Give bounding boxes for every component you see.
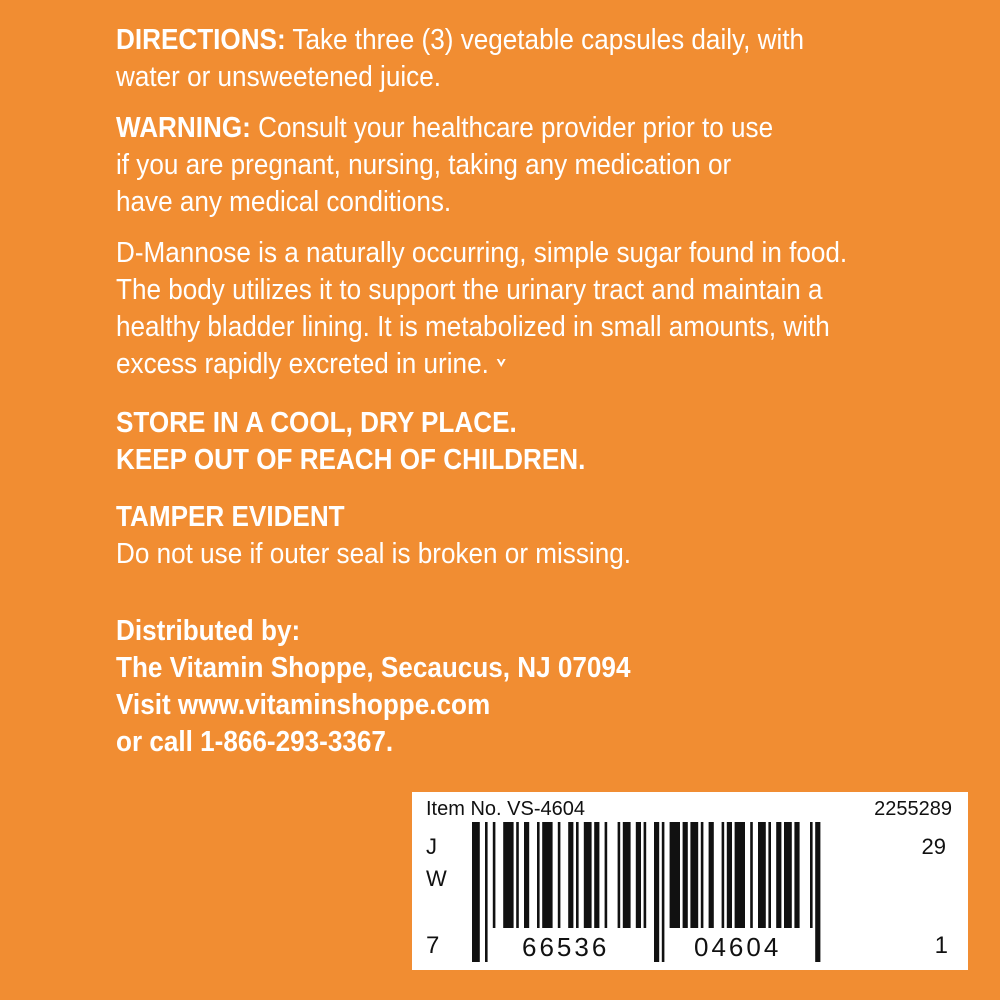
- barcode-bar: [568, 822, 573, 928]
- distributor-line-2: The Vitamin Shoppe, Secaucus, NJ 07094: [116, 652, 631, 684]
- label-panel: [116, 22, 976, 761]
- barcode-bar: [618, 822, 621, 928]
- storage-block: [116, 405, 980, 479]
- barcode-bar: [516, 822, 519, 928]
- barcode-bar: [784, 822, 792, 928]
- distributor-phone: or call 1-866-293-3367.: [116, 726, 394, 758]
- barcode-bar: [768, 822, 771, 928]
- storage-line-1: STORE IN A COOL, DRY PLACE.: [116, 407, 517, 439]
- directions-line-1: Take three (3) vegetable capsules daily, with: [285, 24, 805, 56]
- barcode-side-number: 29: [921, 834, 946, 859]
- barcode-bar: [662, 822, 665, 962]
- tamper-block: [116, 499, 980, 573]
- barcode-bar: [605, 822, 608, 928]
- distributor-website: Visit www.vitaminshoppe.com: [116, 689, 491, 721]
- item-number: Item No. VS-4604: [426, 798, 585, 820]
- distributor-line-1: Distributed by:: [116, 615, 301, 647]
- tamper-text: Do not use if outer seal is broken or missing.: [116, 538, 631, 570]
- warning-line-3: have any medical conditions.: [116, 186, 452, 218]
- barcode-bar: [794, 822, 799, 928]
- barcode-bar: [623, 822, 631, 928]
- description-line-4: excess rapidly excreted in urine.: [116, 348, 489, 380]
- barcode-bar: [485, 822, 488, 962]
- storage-line-2: KEEP OUT OF REACH OF CHILDREN.: [116, 444, 586, 476]
- barcode-bar: [542, 822, 552, 928]
- barcode-bar: [683, 822, 688, 928]
- barcode-bar: [584, 822, 592, 928]
- barcode-bar: [815, 822, 820, 962]
- barcode-bar: [576, 822, 579, 928]
- barcode-bar: [776, 822, 781, 928]
- barcode-bar: [701, 822, 704, 928]
- warning-line-2: if you are pregnant, nursing, taking any medication or: [116, 149, 732, 181]
- barcode-digit-last: 1: [934, 932, 948, 959]
- directions-heading: DIRECTIONS:: [116, 24, 286, 56]
- barcode-bar: [709, 822, 714, 928]
- directions-line-2: water or unsweetened juice.: [116, 61, 441, 93]
- warning-block: [116, 110, 980, 221]
- vegan-chevron-icon: [496, 357, 507, 369]
- barcode-bar: [735, 822, 745, 928]
- barcode-bar: [758, 822, 766, 928]
- barcode-bar: [524, 822, 529, 928]
- barcode-bar: [503, 822, 513, 928]
- description-block: [116, 235, 980, 383]
- description-line-1: D-Mannose is a naturally occurring, simple sugar found in food.: [116, 237, 848, 269]
- barcode-label: [412, 792, 968, 970]
- barcode-bar: [690, 822, 698, 928]
- barcode-bar: [750, 822, 753, 928]
- item-code: 2255289: [874, 798, 952, 820]
- description-line-2: The body utilizes it to support the urinary tract and maintain a: [116, 274, 823, 306]
- barcode-bar: [654, 822, 659, 962]
- barcode-bar: [722, 822, 725, 928]
- barcode-digit-first: 7: [426, 932, 440, 959]
- barcode-bar: [472, 822, 480, 962]
- warning-heading: WARNING:: [116, 112, 251, 144]
- distributor-block: [116, 613, 980, 761]
- barcode-bar: [644, 822, 647, 928]
- tamper-heading: TAMPER EVIDENT: [116, 501, 345, 533]
- barcode-bar: [810, 822, 813, 928]
- barcode-bar: [537, 822, 540, 928]
- description-line-3: healthy bladder lining. It is metabolized in small amounts, with: [116, 311, 830, 343]
- barcode-bar: [558, 822, 561, 928]
- directions-block: [116, 22, 980, 96]
- barcode-bar: [594, 822, 599, 928]
- barcode-bar: [727, 822, 732, 928]
- barcode-group-2: 04604: [694, 932, 782, 962]
- barcode-side-j: J: [426, 834, 437, 859]
- barcode-bar: [493, 822, 496, 928]
- barcode-bar: [636, 822, 641, 928]
- barcode-side-w: W: [426, 866, 447, 891]
- barcode-bar: [670, 822, 680, 928]
- warning-line-1: Consult your healthcare provider prior to use: [250, 112, 774, 144]
- barcode-group-1: 66536: [522, 932, 610, 962]
